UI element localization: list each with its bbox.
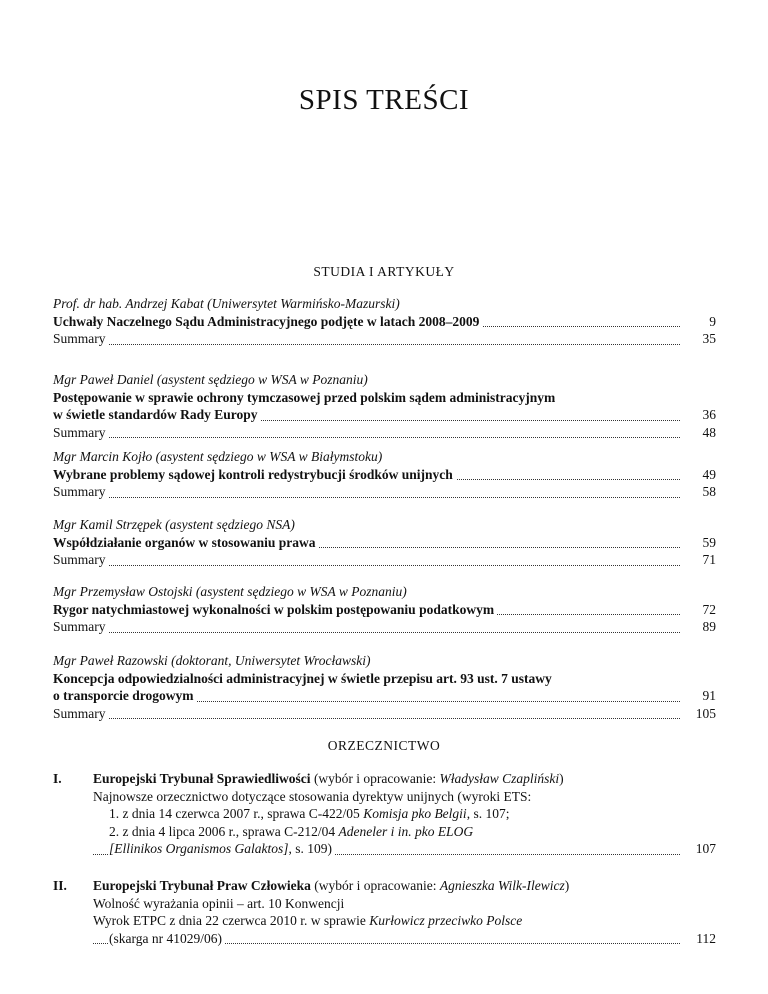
entry-author: Mgr Marcin Kojło (asystent sędziego w WSA w Białymstoku) xyxy=(53,449,383,464)
ruling-numeral: I. xyxy=(53,771,62,786)
entry-title: o transporcie drogowym xyxy=(53,688,197,703)
summary-label: Summary xyxy=(53,484,109,499)
ruling-heading xyxy=(93,770,716,788)
ruling-selection-prefix: (wybór i opracowanie: xyxy=(310,771,440,786)
ruling-page: 112 xyxy=(682,930,716,948)
entry-page: 49 xyxy=(682,466,716,484)
entry-page: 9 xyxy=(682,313,716,331)
entry-title: Współdziałanie organów w stosowaniu prawa xyxy=(53,535,319,550)
toc-entry xyxy=(53,448,716,501)
entry-summary-line[interactable] xyxy=(53,618,716,636)
entry-title-line[interactable] xyxy=(53,534,716,552)
entry-summary-line[interactable] xyxy=(53,551,716,569)
ruling-editor: Władysław Czapliński xyxy=(439,771,560,786)
entry-summary-line[interactable] xyxy=(53,705,716,723)
ruling-description: Wolność wyrażania opinii – art. 10 Konwencji xyxy=(93,895,345,911)
toc-entry xyxy=(53,371,716,441)
toc-entry xyxy=(53,295,716,348)
entry-title-line[interactable] xyxy=(53,313,716,331)
summary-page: 48 xyxy=(682,424,716,442)
toc-entry xyxy=(53,516,716,569)
dot-leader xyxy=(53,565,680,566)
ruling-selection-prefix: (wybór i opracowanie: xyxy=(310,878,440,893)
toc-entry xyxy=(53,583,716,636)
ruling-selection-suffix: ) xyxy=(564,878,570,893)
case-continuation xyxy=(109,841,335,856)
page-title: SPIS TREŚCI xyxy=(298,84,470,116)
case-name: Adeneler i in. pko ELOG xyxy=(338,823,474,839)
summary-label: Summary xyxy=(53,706,109,721)
entry-title: Rygor natychmiastowej wykonalności w polskim postępowaniu podatkowym xyxy=(53,602,497,617)
ruling-entry[interactable] xyxy=(53,877,716,957)
entry-title-line[interactable] xyxy=(53,466,716,484)
entry-title: Uchwały Naczelnego Sądu Administracyjnego podjęte w latach 2008–2009 xyxy=(53,314,482,329)
summary-page: 105 xyxy=(682,705,716,723)
ruling-case-2 xyxy=(93,823,716,841)
case-name: [Ellinikos Organismos Galaktos] xyxy=(109,841,289,856)
entry-page: 59 xyxy=(682,534,716,552)
entry-author: Mgr Przemysław Ostojski (asystent sędziego w WSA w Poznaniu) xyxy=(53,584,407,599)
summary-label: Summary xyxy=(53,425,109,440)
entry-title: Wybrane problemy sądowej kontroli redystrybucji środków unijnych xyxy=(53,467,456,482)
summary-label: Summary xyxy=(53,619,109,634)
summary-page: 71 xyxy=(682,551,716,569)
ruling-court: Europejski Trybunał Sprawiedliwości xyxy=(93,771,311,786)
entry-author: Mgr Paweł Daniel (asystent sędziego w WSA w Poznaniu) xyxy=(53,372,368,387)
entry-page: 36 xyxy=(682,406,716,424)
ruling-numeral: II. xyxy=(53,878,67,893)
case-name: Komisja pko Belgii xyxy=(363,806,467,821)
section-heading-studia: STUDIA I ARTYKUŁY xyxy=(313,264,455,279)
ruling-selection-suffix: ) xyxy=(559,771,564,786)
ruling-heading xyxy=(93,877,716,895)
summary-page: 35 xyxy=(682,330,716,348)
entry-author: Prof. dr hab. Andrzej Kabat (Uniwersytet Warmińsko-Mazurski) xyxy=(53,296,400,311)
entry-summary-line[interactable] xyxy=(53,483,716,501)
entry-summary-line[interactable] xyxy=(53,424,716,442)
entry-author: Mgr Paweł Razowski (doktorant, Uniwersytet Wrocławski) xyxy=(53,653,371,668)
summary-page: 89 xyxy=(682,618,716,636)
case-name: Kurłowicz przeciwko Polsce xyxy=(369,913,523,928)
entry-summary-line[interactable] xyxy=(53,330,716,348)
entry-title: Koncepcja odpowiedzialności administracyjnej w świetle przepisu art. 93 ust. 7 ustawy xyxy=(53,670,552,686)
ruling-editor: Agnieszka Wilk-Ilewicz xyxy=(439,878,565,893)
case-page: , s. 109) xyxy=(288,841,333,856)
dot-leader xyxy=(53,497,680,498)
complaint-number: (skarga nr 41029/06) xyxy=(109,931,225,946)
toc-entry xyxy=(53,652,716,722)
case-text: 1. z dnia 14 czerwca 2007 r., sprawa C-422/05 xyxy=(109,806,364,821)
entry-title-line[interactable] xyxy=(53,601,716,619)
dot-leader xyxy=(53,344,680,345)
ruling-case-1 xyxy=(93,805,716,823)
dot-leader xyxy=(53,632,680,633)
ruling-last-line xyxy=(93,840,716,858)
ruling-last-line xyxy=(93,930,716,948)
ruling-entry[interactable] xyxy=(53,770,716,870)
entry-author: Mgr Kamil Strzępek (asystent sędziego NSA) xyxy=(53,517,295,532)
judgment-text: Wyrok ETPC z dnia 22 czerwca 2010 r. w sprawie xyxy=(93,913,370,928)
section-heading-orzecznictwo: ORZECZNICTWO xyxy=(327,738,441,753)
summary-label: Summary xyxy=(53,552,109,567)
ruling-page: 107 xyxy=(682,840,716,858)
entry-title-line[interactable] xyxy=(53,406,716,424)
entry-title: w świetle standardów Rady Europy xyxy=(53,407,261,422)
dot-leader xyxy=(53,718,680,719)
case-page: , s. 107; xyxy=(466,806,510,821)
summary-page: 58 xyxy=(682,483,716,501)
ruling-court: Europejski Trybunał Praw Człowieka xyxy=(93,878,311,893)
summary-label: Summary xyxy=(53,331,109,346)
entry-title: Postępowanie w sprawie ochrony tymczasowej przed polskim sądem administracyjnym xyxy=(53,389,556,405)
entry-page: 91 xyxy=(682,687,716,705)
dot-leader xyxy=(53,437,680,438)
case-text: 2. z dnia 4 lipca 2006 r., sprawa C-212/04 xyxy=(109,823,339,839)
entry-page: 72 xyxy=(682,601,716,619)
entry-title-line[interactable] xyxy=(53,687,716,705)
ruling-judgment xyxy=(93,912,716,930)
ruling-description: Najnowsze orzecznictwo dotyczące stosowania dyrektyw unijnych (wyroki ETS: xyxy=(93,788,532,804)
